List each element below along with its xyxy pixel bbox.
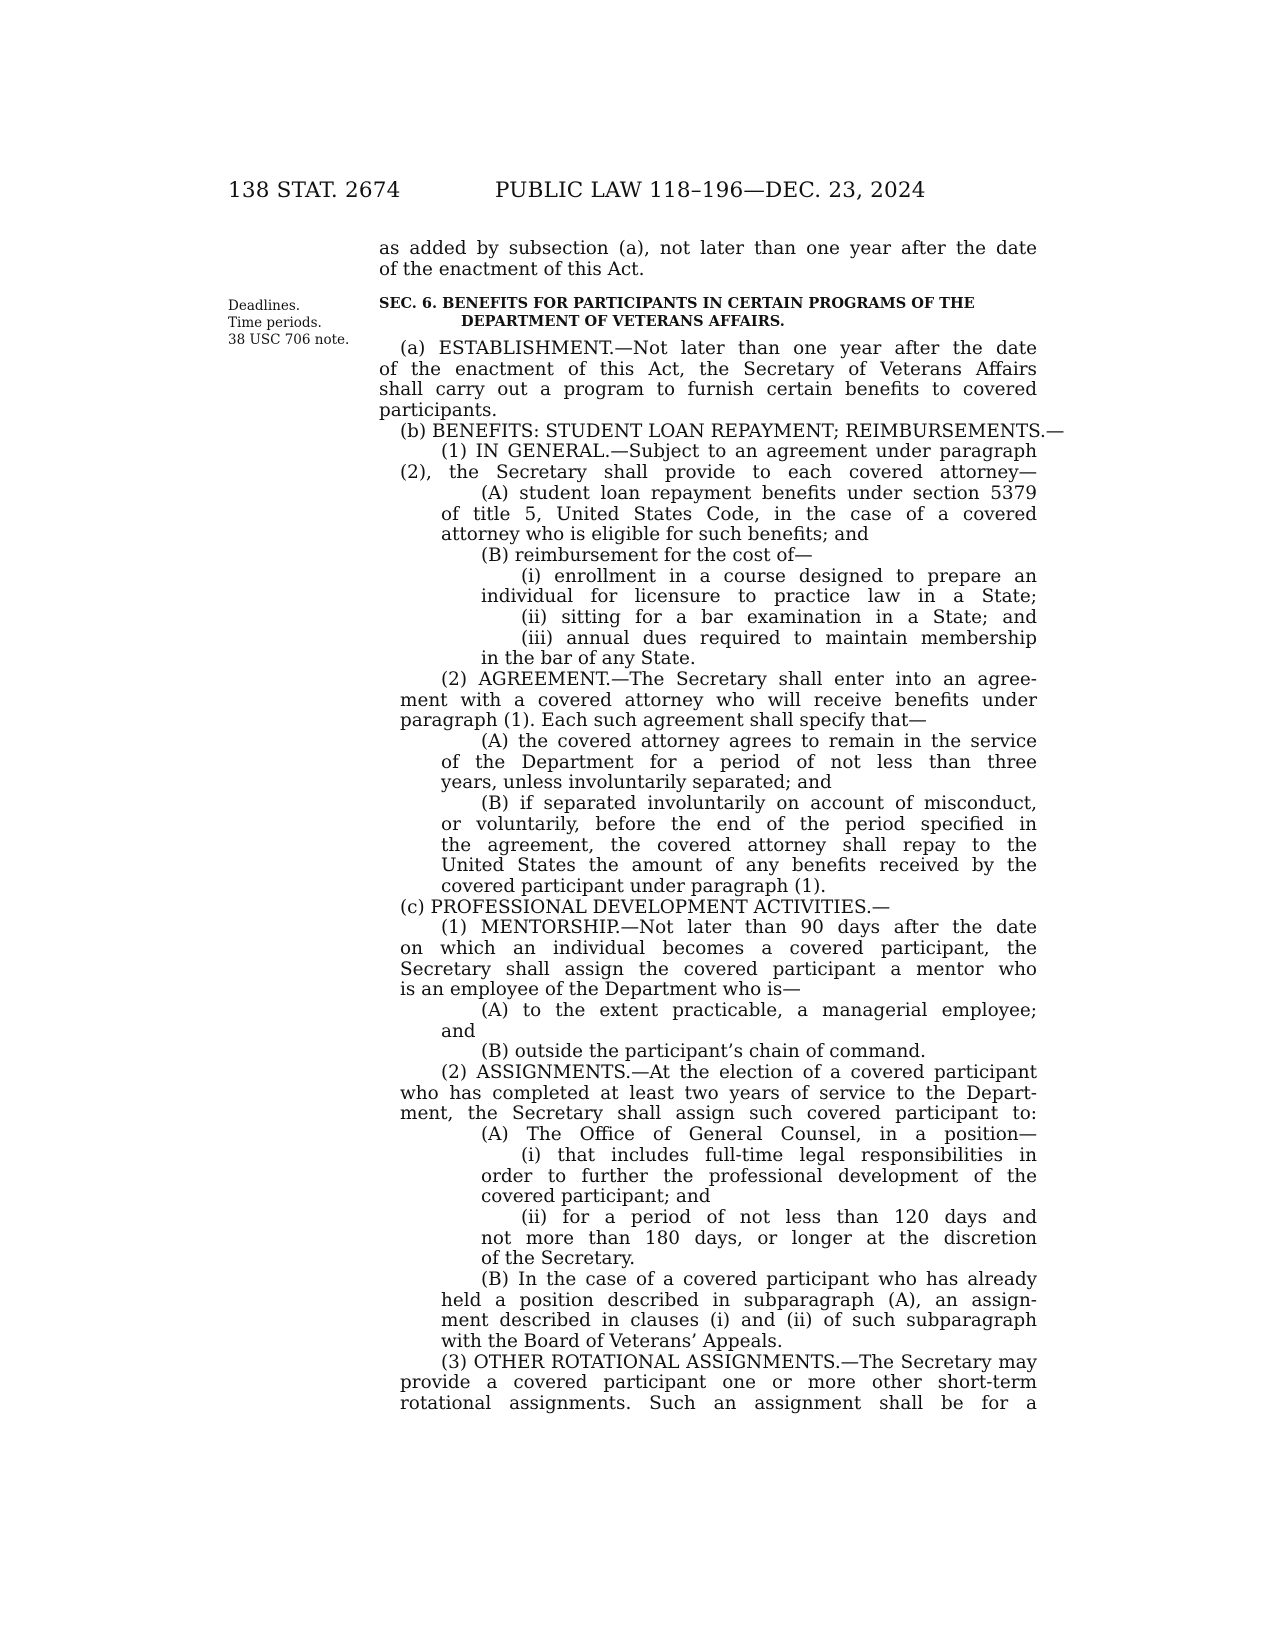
section-heading-line: DEPARTMENT OF VETERANS AFFAIRS. bbox=[461, 312, 785, 330]
body-line: (A) The Office of General Counsel, in a position— bbox=[481, 1124, 1037, 1146]
body-line: (A) to the extent practicable, a managerial employee; bbox=[481, 1000, 1037, 1021]
body-line: (2), the Secretary shall provide to each covered attorney— bbox=[400, 462, 1037, 484]
body-line: held a position described in subparagraph (A), an assign- bbox=[441, 1289, 1037, 1311]
body-line: (c) PROFESSIONAL DEVELOPMENT ACTIVITIES.— bbox=[400, 896, 891, 918]
body-line: (ii) for a period of not less than 120 days and bbox=[521, 1206, 1037, 1228]
body-line: of title 5, United States Code, in the case of a covered bbox=[441, 503, 1037, 525]
body-line: (B) if separated involuntarily on account of misconduct, bbox=[481, 793, 1037, 815]
body-line: with the Board of Veterans’ Appeals. bbox=[441, 1331, 783, 1352]
body-line: of the enactment of this Act, the Secretary of Veterans Affairs bbox=[379, 358, 1037, 380]
body-line: covered participant under paragraph (1). bbox=[441, 875, 827, 897]
body-line: (i) enrollment in a course designed to prepare an bbox=[521, 565, 1037, 587]
margin-note: 38 USC 706 note. bbox=[228, 332, 350, 348]
body-line: (a) ESTABLISHMENT.—Not later than one year after the date bbox=[400, 338, 1037, 359]
body-line: on which an individual becomes a covered participant, the bbox=[400, 937, 1037, 959]
section-heading-line: SEC. 6. BENEFITS FOR PARTICIPANTS IN CERTAIN PROGRAMS OF THE bbox=[379, 295, 975, 312]
body-line: not more than 180 days, or longer at the discretion bbox=[481, 1227, 1037, 1249]
body-line: (i) that includes full-time legal responsibilities in bbox=[521, 1144, 1037, 1166]
body-line: of the Secretary. bbox=[481, 1248, 636, 1270]
public-law-header: PUBLIC LAW 118–196—DEC. 23, 2024 bbox=[495, 178, 926, 203]
body-line: (1) MENTORSHIP.—Not later than 90 days after the date bbox=[441, 917, 1037, 939]
body-line: participants. bbox=[379, 400, 498, 422]
intro-line: of the enactment of this Act. bbox=[379, 258, 645, 280]
body-line: order to further the professional development of the bbox=[481, 1165, 1037, 1187]
body-line: covered participant; and bbox=[481, 1186, 711, 1208]
body-line: (iii) annual dues required to maintain membership bbox=[521, 627, 1037, 649]
body-line: provide a covered participant one or more other short-term bbox=[400, 1372, 1037, 1394]
body-line: (B) outside the participant’s chain of command. bbox=[481, 1041, 926, 1063]
body-line: (1) IN GENERAL.—Subject to an agreement under paragraph bbox=[441, 441, 1037, 463]
body-line: (A) student loan repayment benefits under section 5379 bbox=[481, 482, 1037, 504]
body-line: or voluntarily, before the end of the period specified in bbox=[441, 813, 1037, 835]
body-line: (2) AGREEMENT.—The Secretary shall enter into an agree- bbox=[441, 669, 1037, 690]
body-line: who has completed at least two years of service to the Depart- bbox=[400, 1082, 1037, 1104]
body-line: United States the amount of any benefits received by the bbox=[441, 855, 1037, 877]
body-line: ment with a covered attorney who will receive benefits under bbox=[400, 689, 1037, 711]
body-line: paragraph (1). Each such agreement shall specify that— bbox=[400, 710, 927, 732]
body-line: of the Department for a period of not less than three bbox=[441, 751, 1037, 773]
body-line: Secretary shall assign the covered participant a mentor who bbox=[400, 958, 1037, 980]
body-line: (B) reimbursement for the cost of— bbox=[481, 544, 813, 566]
intro-line: as added by subsection (a), not later than one year after the date bbox=[379, 238, 1037, 259]
body-line: (A) the covered attorney agrees to remain in the service bbox=[481, 731, 1037, 753]
margin-note: Time periods. bbox=[228, 315, 322, 331]
margin-note: Deadlines. bbox=[228, 298, 301, 314]
body-line: years, unless involuntarily separated; and bbox=[441, 772, 832, 794]
body-line: (ii) sitting for a bar examination in a State; and bbox=[521, 606, 1037, 628]
body-line: (B) In the case of a covered participant who has already bbox=[481, 1268, 1037, 1290]
body-line: in the bar of any State. bbox=[481, 648, 696, 670]
body-line: and bbox=[441, 1020, 476, 1042]
body-line: ment, the Secretary shall assign such covered participant to: bbox=[400, 1103, 1037, 1125]
body-line: ment described in clauses (i) and (ii) of such subparagraph bbox=[441, 1310, 1037, 1332]
body-line: individual for licensure to practice law in a State; bbox=[481, 586, 1037, 608]
body-line: (b) BENEFITS: STUDENT LOAN REPAYMENT; REIMBURSEMENTS.— bbox=[400, 420, 1065, 442]
body-line: shall carry out a program to furnish certain benefits to covered bbox=[379, 379, 1037, 401]
body-line: (3) OTHER ROTATIONAL ASSIGNMENTS.—The Secretary may bbox=[441, 1351, 1037, 1373]
intro-text bbox=[379, 239, 1037, 280]
section-heading bbox=[379, 295, 1037, 330]
body-line: attorney who is eligible for such benefits; and bbox=[441, 524, 869, 546]
body-line: is an employee of the Department who is— bbox=[400, 979, 801, 1001]
body-line: the agreement, the covered attorney shall repay to the bbox=[441, 834, 1037, 856]
body-line: (2) ASSIGNMENTS.—At the election of a covered participant bbox=[441, 1062, 1037, 1084]
body-line: rotational assignments. Such an assignment shall be for a bbox=[400, 1393, 1037, 1415]
margin-notes bbox=[228, 298, 349, 349]
section-body bbox=[379, 338, 1065, 1415]
stat-page-number: 138 STAT. 2674 bbox=[228, 178, 401, 203]
